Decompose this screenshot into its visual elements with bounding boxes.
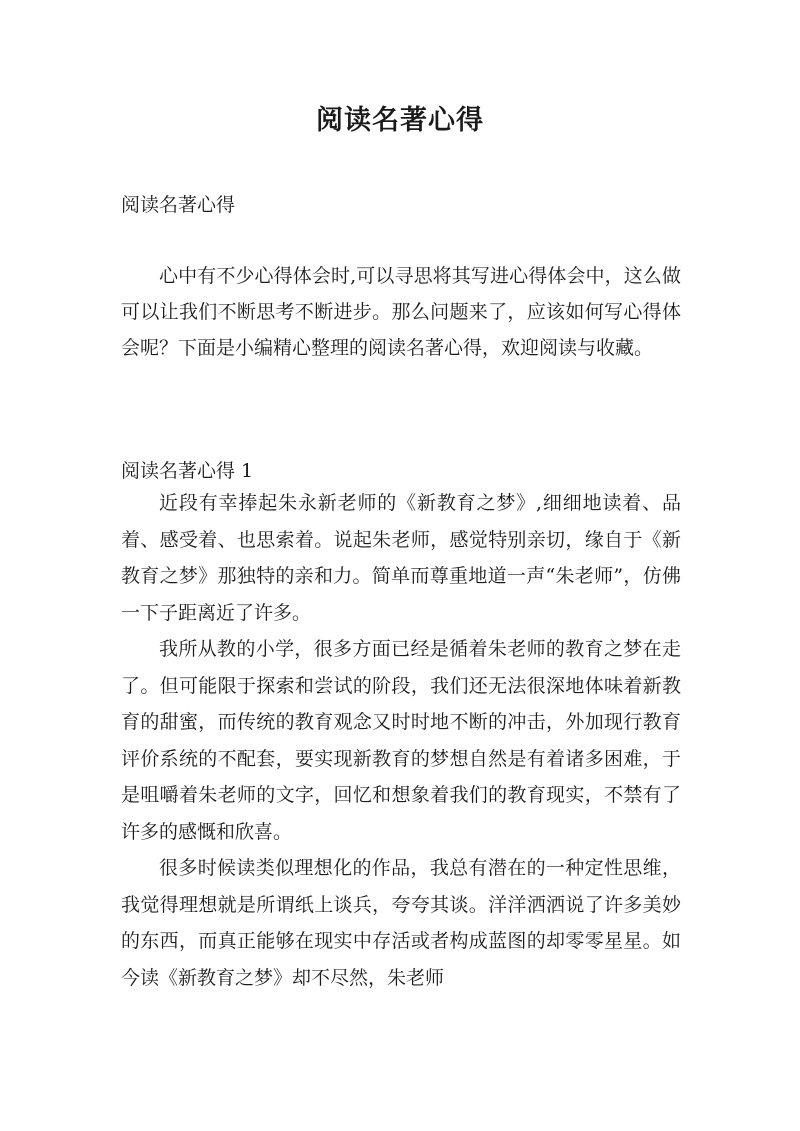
intro-paragraph: 心中有不少心得体会时,可以寻思将其写进心得体会中，这么做可以让我们不断思考不断进步。那么问题来了，应该如何写心得体会呢？下面是小编精心整理的阅读名著心得，欢迎阅读与收藏。 [121, 265, 681, 359]
section-heading: 阅读名著心得 1 [121, 460, 254, 482]
document-subtitle: 阅读名著心得 [121, 194, 236, 216]
body-paragraph: 近段有幸捧起朱永新老师的《新教育之梦》,细细地读着、品着、感受着、也思索着。说起朱老师，感觉特别亲切，缘自于《新教育之梦》那独特的亲和力。简单而尊重地道一声“朱老师”，仿佛一下子距离近了许多。 [121, 492, 681, 624]
section-body [121, 485, 681, 996]
body-paragraph: 我所从教的小学，很多方面已经是循着朱老师的教育之梦在走了。但可能限于探索和尝试的阶段，我们还无法很深地体味着新教育的甜蜜，而传统的教育观念又时时地不断的冲击，外加现行教育评价系统的不配套，要实现新教育的梦想自然是有着诸多困难，于是咀嚼着朱老师的文字，回忆和想象着我们的教育现实，不禁有了许多的感慨和欣喜。 [121, 638, 681, 843]
document-title: 阅读名著心得 [316, 105, 484, 136]
body-paragraph: 很多时候读类似理想化的作品，我总有潜在的一种定性思维，我觉得理想就是所谓纸上谈兵，夸夸其谈。洋洋洒洒说了许多美妙的东西，而真正能够在现实中存活或者构成蓝图的却零零星星。如今读《新教育之梦》却不尽然，朱老师 [121, 857, 681, 989]
